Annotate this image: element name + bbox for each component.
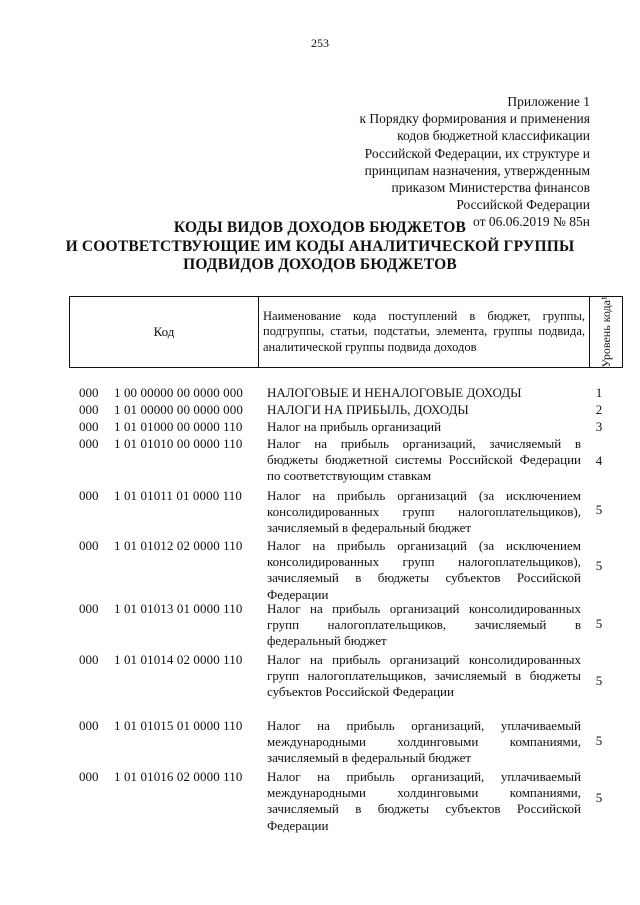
row-level: 5: [595, 673, 603, 688]
appendix-line: принципам назначения, утвержденным: [364, 162, 590, 178]
row-level: 5: [595, 790, 603, 805]
admin-code: 000: [79, 488, 99, 503]
row-level: 5: [595, 502, 603, 517]
header-level: [590, 297, 623, 368]
document-title: [0, 219, 640, 275]
admin-code: 000: [79, 538, 99, 553]
table-header: [69, 296, 623, 368]
row-name: [267, 419, 581, 435]
admin-code: 000: [79, 718, 99, 733]
row-level: 1: [595, 385, 603, 400]
admin-code: 000: [79, 652, 99, 667]
title-line: ПОДВИДОВ ДОХОДОВ БЮДЖЕТОВ: [183, 256, 457, 273]
row-name: Налог на прибыль организаций (за исключением консолидированных групп налогоплательщиков), зачисляемый в федеральный бюджет: [267, 488, 581, 536]
budget-code: 1 00 00000 00 0000 000: [114, 385, 243, 400]
budget-code: 1 01 01015 01 0000 110: [114, 718, 243, 733]
header-level-label: Уровень кода¹: [599, 296, 613, 368]
admin-code: 000: [79, 436, 99, 451]
budget-code: 1 01 01016 02 0000 110: [114, 769, 243, 784]
budget-code: 1 01 01011 01 0000 110: [114, 488, 242, 503]
budget-code: 1 01 01014 02 0000 110: [114, 652, 243, 667]
admin-code: 000: [79, 769, 99, 784]
title-line: КОДЫ ВИДОВ ДОХОДОВ БЮДЖЕТОВ: [173, 219, 467, 236]
row-level: 2: [595, 402, 603, 417]
admin-code: 000: [79, 419, 99, 434]
row-name: Налог на прибыль организаций, уплачиваемый международными холдинговыми компаниями, зачисляемый в бюджеты субъектов Российской Федерации: [267, 769, 581, 833]
appendix-line: Приложение 1: [507, 94, 590, 109]
appendix-block: [360, 93, 591, 231]
budget-code: 1 01 01012 02 0000 110: [114, 538, 243, 553]
appendix-line: приказом Министерства финансов: [391, 180, 590, 196]
row-name: Налог на прибыль организаций консолидированных групп налогоплательщиков, зачисляемый в бюджеты субъектов Российской Федерации: [267, 652, 581, 700]
row-name: [267, 385, 581, 401]
row-name: Налог на прибыль организаций консолидированных групп налогоплательщиков, зачисляемый в федеральный бюджет: [267, 601, 581, 649]
row-level: 3: [595, 419, 603, 434]
row-name: Налог на прибыль организаций, уплачиваемый международными холдинговыми компаниями, зачисляемый в федеральный бюджет: [267, 718, 581, 766]
row-name: Налог на прибыль организаций, зачисляемый в бюджеты бюджетной системы Российской Федерации по соответствующим ставкам: [267, 436, 581, 484]
appendix-line: Российской Федерации: [456, 197, 590, 213]
row-name-text: НАЛОГИ НА ПРИБЫЛЬ, ДОХОДЫ: [267, 402, 469, 417]
title-line: И СООТВЕТСТВУЮЩИЕ ИМ КОДЫ АНАЛИТИЧЕСКОЙ ГРУППЫ: [65, 237, 575, 255]
row-name: [267, 402, 581, 418]
row-level: 5: [595, 616, 603, 631]
budget-code: 1 01 01010 00 0000 110: [114, 436, 243, 451]
budget-code: 1 01 01013 01 0000 110: [114, 601, 243, 616]
appendix-line: к Порядку формирования и применения: [359, 111, 590, 127]
row-level: 5: [595, 733, 603, 748]
row-name: Налог на прибыль организаций (за исключением консолидированных групп налогоплательщиков), зачисляемый в бюджеты субъектов Российской Федерации: [267, 538, 581, 602]
budget-code: 1 01 01000 00 0000 110: [114, 419, 243, 434]
row-level: 5: [595, 558, 603, 573]
header-code: Код: [70, 297, 259, 368]
row-name-text: НАЛОГОВЫЕ И НЕНАЛОГОВЫЕ ДОХОДЫ: [267, 385, 522, 400]
appendix-line: Российской Федерации, их структуре и: [364, 145, 590, 161]
header-name: Наименование кода поступлений в бюджет, группы, подгруппы, статьи, подстатьи, элемента, группы подвида, аналитической группы подвида доходов: [259, 297, 590, 368]
appendix-line: от 06.06.2019 № 85н: [473, 214, 590, 230]
appendix-line: кодов бюджетной классификации: [397, 128, 590, 144]
page-number: 253: [311, 36, 329, 50]
admin-code: 000: [79, 385, 99, 400]
row-name-text: Налог на прибыль организаций: [267, 419, 442, 434]
budget-code: 1 01 00000 00 0000 000: [114, 402, 243, 417]
admin-code: 000: [79, 402, 99, 417]
row-level: 4: [595, 453, 603, 468]
admin-code: 000: [79, 601, 99, 616]
